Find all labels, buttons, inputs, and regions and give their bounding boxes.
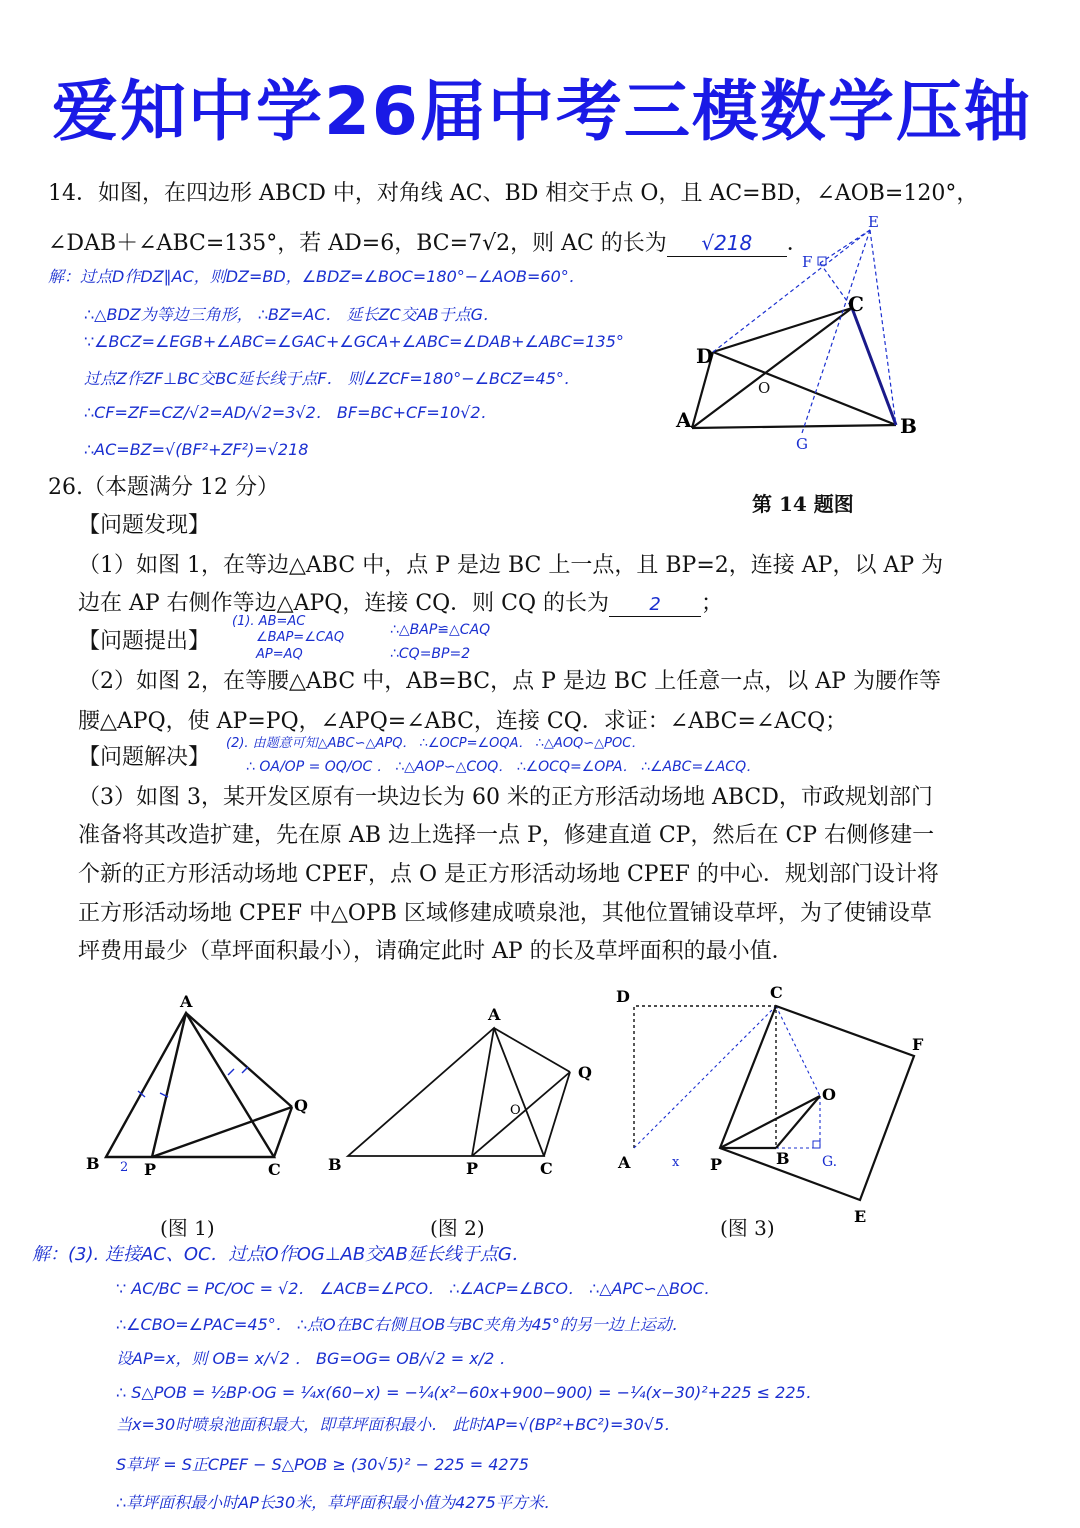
fig2-label-p: P: [466, 1159, 479, 1178]
page-title: 爱知中学26届中考三模数学压轴: [52, 73, 1032, 150]
q26-sol-4: 设AP=x，则 OB= x/√2 ． BG=OG= OB/√2 = x/2 ．: [116, 1349, 516, 1368]
fig1-label-a: A: [180, 992, 193, 1011]
q14-sol-6: ∴AC=BZ=√(BF²+ZF²)=√218: [84, 440, 309, 459]
fig2-label-a: A: [488, 1005, 501, 1024]
q14-line1: 14．如图，在四边形 ABCD 中，对角线 AC、BD 相交于点 O，且 AC=BD，∠AOB=120°，: [48, 181, 979, 206]
fig3-label-f: F: [912, 1035, 924, 1054]
fig3-label-p: P: [710, 1155, 723, 1174]
q26-sol-7: S草坪 = S正CPEF − S△POB ≥ (30√5)² − 225 = 4275: [116, 1455, 529, 1474]
q26-hw2-a: (2). 由题意可知△ABC∽△APQ． ∴∠OCP=∠OQA． ∴△AOQ∽△POC．: [226, 736, 645, 751]
q26-p3-line5: 坪费用最少（草坪面积最小），请确定此时 AP 的长及草坪面积的最小值．: [78, 939, 794, 964]
q26-sol-3: ∴∠CBO=∠PAC=45°． ∴点O在BC右侧且OB与BC夹角为45°的另一边上运动．: [116, 1315, 688, 1334]
q14-label-c: C: [848, 292, 864, 316]
q14-answer: √218: [701, 231, 753, 255]
q26-p3-line1: （3）如图 3，某开发区原有一块边长为 60 米的正方形活动场地 ABCD，市政规划部门: [78, 785, 933, 810]
fig2-label-b: B: [328, 1155, 342, 1174]
caption-fig3: (图 3): [720, 1216, 775, 1240]
fig2-label-q: Q: [578, 1063, 592, 1082]
q26-sec3: 【问题解决】: [78, 745, 211, 770]
fig2-label-c: C: [540, 1159, 553, 1178]
fig2-label-o: O: [510, 1103, 521, 1118]
q26-p1-line1: （1）如图 1，在等边△ABC 中，点 P 是边 BC 上一点，且 BP=2，连接 AP，以 AP 为: [78, 553, 944, 578]
figure-2: [322, 998, 612, 1188]
fig3-label-g: G.: [822, 1154, 838, 1170]
q14-label-e: E: [868, 213, 879, 231]
q14-label-b: B: [900, 414, 917, 438]
q26-sol-6: 当x=30时喷泉池面积最大，即草坪面积最小． 此时AP=√(BP²+BC²)=30√5．: [116, 1415, 681, 1434]
q26-sec1: 【问题发现】: [78, 513, 211, 538]
q14-label-f: F: [802, 253, 813, 271]
fig3-label-c: C: [770, 983, 783, 1002]
q14-sol-3: ∵∠BCZ=∠EGB+∠ABC=∠GAC+∠GCA+∠ABC=∠DAB+∠ABC=135°: [84, 332, 624, 351]
fig1-label-b: B: [86, 1154, 100, 1173]
q14-label-d: D: [696, 344, 714, 368]
q14-sol-2: ∴△BDZ为等边三角形， ∴BZ=AC． 延长ZC交AB于点G．: [84, 305, 500, 324]
q26-hw1-c: AP=AQ: [256, 647, 303, 662]
q14-sol-4: 过点Z作ZF⊥BC交BC延长线于点F． 则∠ZCF=180°−∠BCZ=45°．: [84, 369, 580, 388]
q14-label-a: A: [676, 408, 692, 432]
q26-sol-5: ∴ S△POB = ½BP·OG = ¼x(60−x) = −¼(x²−60x+900−900) = −¼(x−30)²+225 ≤ 225．: [116, 1383, 822, 1402]
q26-sol-2: ∵ AC/BC = PC/OC = √2． ∠ACB=∠PCO． ∴∠ACP=∠BCO． ∴△APC∽△BOC．: [116, 1279, 720, 1298]
q14-sol-5: ∴CF=ZF=CZ/√2=AD/√2=3√2． BF=BC+CF=10√2．: [84, 403, 497, 422]
q26-p2-line2: 腰△APQ，使 AP=PQ，∠APQ=∠ABC，连接 CQ．求证：∠ABC=∠ACQ；: [78, 709, 848, 734]
caption-fig1: (图 1): [160, 1216, 215, 1240]
fig3-label-a: A: [618, 1153, 631, 1172]
q26-p1-end: ；: [701, 591, 724, 616]
q26-hw1-a: (1). AB=AC: [232, 614, 306, 629]
q26-hw2-b: ∴ OA/OP = OQ/OC ． ∴△AOP∽△COQ． ∴∠OCQ=∠OPA． ∴∠ABC=∠ACQ．: [246, 759, 761, 775]
figure-1: [78, 985, 328, 1185]
q26-p1-blank: [609, 591, 701, 617]
fig1-label-q: Q: [294, 1096, 308, 1115]
q14-sol-1: 解：过点D作DZ∥AC，则DZ=BD，∠BDZ=∠BOC=180°−∠AOB=60°．: [48, 267, 585, 286]
fig1-label-p: P: [144, 1160, 157, 1179]
q26-hw1-b: ∠BAP=∠CAQ: [256, 630, 345, 645]
q14-figure: [660, 205, 960, 470]
q26-p2-line1: （2）如图 2，在等腰△ABC 中，AB=BC，点 P 是边 BC 上任意一点，以 AP 为腰作等: [78, 669, 941, 694]
q14-label-g: G: [796, 435, 808, 453]
q26-p1-answer: 2: [649, 594, 661, 615]
q26-sol-1: 解：(3). 连接AC、OC．过点O作OG⊥AB交AB延长线于点G．: [32, 1244, 530, 1265]
q26-header: 26.（本题满分 12 分）: [48, 475, 279, 500]
q26-p3-line3: 个新的正方形活动场地 CPEF，点 O 是正方形活动场地 CPEF 的中心．规划部门设计将: [78, 862, 939, 887]
q26-p3-line4: 正方形活动场地 CPEF 中△OPB 区域修建成喷泉池，其他位置铺设草坪，为了使铺设草: [78, 901, 932, 926]
q26-hw1-d: ∴△BAP≌△CAQ: [390, 622, 491, 638]
q26-hw1-e: ∴CQ=BP=2: [390, 646, 471, 662]
figure-3: [610, 980, 940, 1230]
fig3-label-b: B: [776, 1149, 790, 1168]
q26-p1-line2: [78, 586, 723, 617]
q26-sol-8: ∴草坪面积最小时AP长30米，草坪面积最小值为4275平方米．: [116, 1493, 560, 1512]
fig3-label-d: D: [616, 987, 630, 1006]
q14-fig-caption: 第 14 题图: [752, 492, 854, 516]
fig1-label-bp: 2: [120, 1160, 129, 1175]
fig3-label-e: E: [854, 1207, 867, 1226]
fig3-label-o: O: [822, 1085, 836, 1104]
fig3-label-x: x: [672, 1155, 680, 1170]
fig1-label-c: C: [268, 1160, 281, 1179]
q26-p3-line2: 准备将其改造扩建，先在原 AB 边上选择一点 P，修建直道 CP，然后在 CP 右侧修建一: [78, 823, 935, 848]
caption-fig2: (图 2): [430, 1216, 485, 1240]
q26-sec2: 【问题提出】: [78, 629, 211, 654]
q14-label-o: O: [758, 379, 771, 397]
q14-line2-end: ．: [786, 231, 809, 256]
q26-p1-line2-text: 边在 AP 右侧作等边△APQ，连接 CQ．则 CQ 的长为: [78, 591, 610, 616]
q14-line2-text: ∠DAB＋∠ABC=135°，若 AD=6，BC=7√2，则 AC 的长为: [48, 231, 667, 256]
